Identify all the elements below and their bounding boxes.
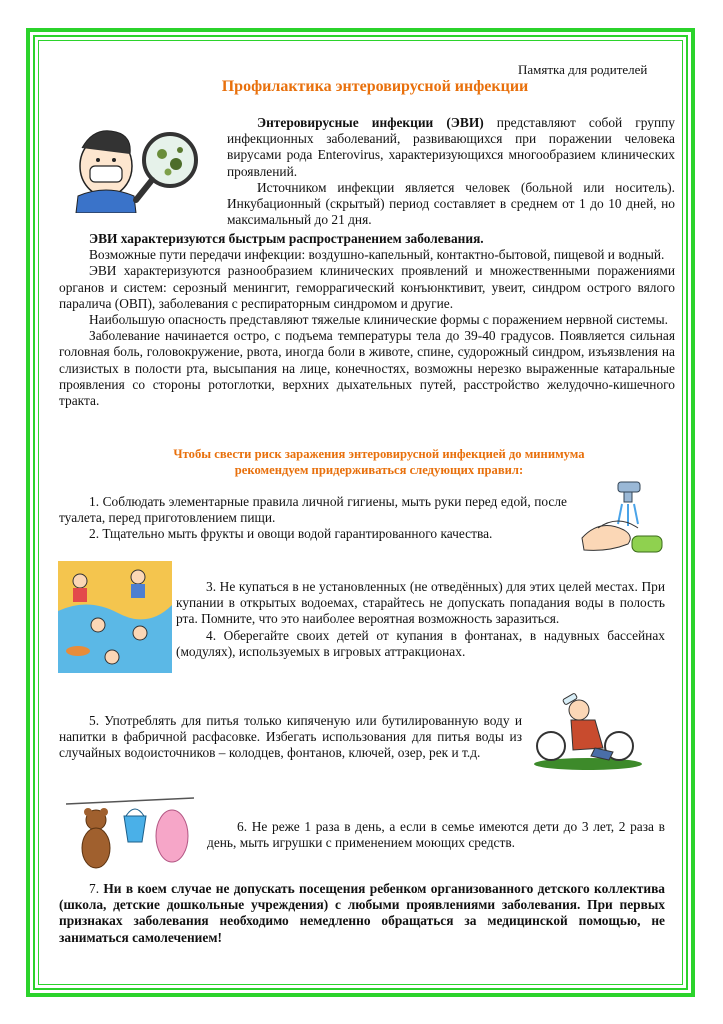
evi-term: Энтеровирусные инфекции (ЭВИ) <box>257 115 484 130</box>
transmission-paragraph: Возможные пути передачи инфекции: воздушно-капельный, контактно-бытовой, пищевой и водный. <box>89 247 665 263</box>
rule-6: 6. Не реже 1 раза в день, а если в семье имеются дети до 3 лет, 2 раза в день, мыть игрушки с применением моющих средств. <box>207 819 665 851</box>
rule-1: 1. Соблюдать элементарные правила личной гигиены, мыть руки перед едой, после туалета, перед приготовлением пищи. <box>59 494 567 526</box>
washed-toys-illustration <box>66 792 194 878</box>
rules-heading: Чтобы свести риск заражения энтеровирусной инфекцией до минимума рекомендуем придерживаться следующих правил: <box>173 447 585 477</box>
rules-3-4 <box>176 579 665 660</box>
intro-block <box>227 115 675 228</box>
rule-2: 2. Тщательно мыть фрукты и овощи водой гарантированного качества. <box>89 526 493 542</box>
body-block <box>59 231 675 409</box>
rule-5: 5. Употреблять для питья только кипяченую или бутилированную воду и напитки в фабричной расфасовке. Избегать использования для питья воды из случайных водоисточников – колодцев, фонтанов, ключей, озер, рек и т.д. <box>59 713 522 761</box>
rule-7-warning: Ни в коем случае не допускать посещения ребенком организованного детского коллектива (школа, детские дошкольные учреждения) с любыми проявлениями заболевания. При первых признаках заболевания необходимо немедленно обращаться за медицинской помощью, не заниматься самолечением! <box>59 881 666 945</box>
onset-paragraph: Заболевание начинается остро, с подъема температуры тела до 39-40 градусов. Появляется сильная головная боль, головокружение, рвота, иногда боли в животе, спине, судорожный синдром, изъязвления на слизистых в полости рта, высыпания на лице, конечностях, возможны нерезко выраженные катаральные проявления со стороны ротоглотки, верхних дыхательных путей, расстройство желудочно-кишечного тракта. <box>59 328 675 409</box>
drinking-boy-illustration <box>533 690 643 770</box>
swimming-children-illustration <box>58 561 172 673</box>
handwashing-illustration <box>578 478 668 562</box>
rules-1-2 <box>59 494 567 543</box>
manifestations-paragraph: ЭВИ характеризуются разнообразием клинических проявлений и множественными поражениями органов и систем: серозный менингит, геморрагический конъюнктивит, увеит, синдром острого вялого паралича (ОВП), заболевания с респираторным синдромом и другие. <box>59 263 675 311</box>
rule-4: 4. Оберегайте своих детей от купания в фонтанах, в надувных бассейнах (модулях), используемых в игровых аттракционах. <box>176 627 665 659</box>
intro-paragraph-1: Энтеровирусные инфекции (ЭВИ) представляют собой группу инфекционных заболеваний, развивающихся при поражении человека вирусами рода Enterovirus, характеризующихся многообразием клинических проявлений. <box>227 115 675 179</box>
rule-6-block <box>207 819 665 851</box>
spread-paragraph: ЭВИ характеризуются быстрым распространением заболевания. <box>89 231 484 246</box>
page-title: Профилактика энтеровирусной инфекции <box>221 78 529 95</box>
doctor-magnifier-illustration <box>64 118 214 213</box>
rule-3: 3. Не купаться в не установленных (не отведённых) для этих целей местах. При купании в открытых водоемах, старайтесь не допускать попадания воды в полость рта. Помните, что это наиболее вероятная возможность заразиться. <box>176 579 665 627</box>
rule-7-block <box>59 881 665 946</box>
intro-paragraph-2: Источником инфекции является человек (больной или носитель). Инкубационный (скрытый) период составляет в среднем от 1 до 10 дней, но максимальный до 21 дня. <box>227 179 675 228</box>
rule-5-block <box>59 713 522 762</box>
rule-7: 7. Ни в коем случае не допускать посещения ребенком организованного детского коллектива (школа, детские дошкольные учреждения) с любыми проявлениями заболевания. При первых признаках заболевания необходимо немедленно обращаться за медицинской помощью, не заниматься самолечением! <box>59 881 666 945</box>
danger-paragraph: Наибольшую опасность представляют тяжелые клинические формы с поражением нервной системы. <box>89 312 668 328</box>
parents-note: Памятка для родителей <box>518 62 648 77</box>
